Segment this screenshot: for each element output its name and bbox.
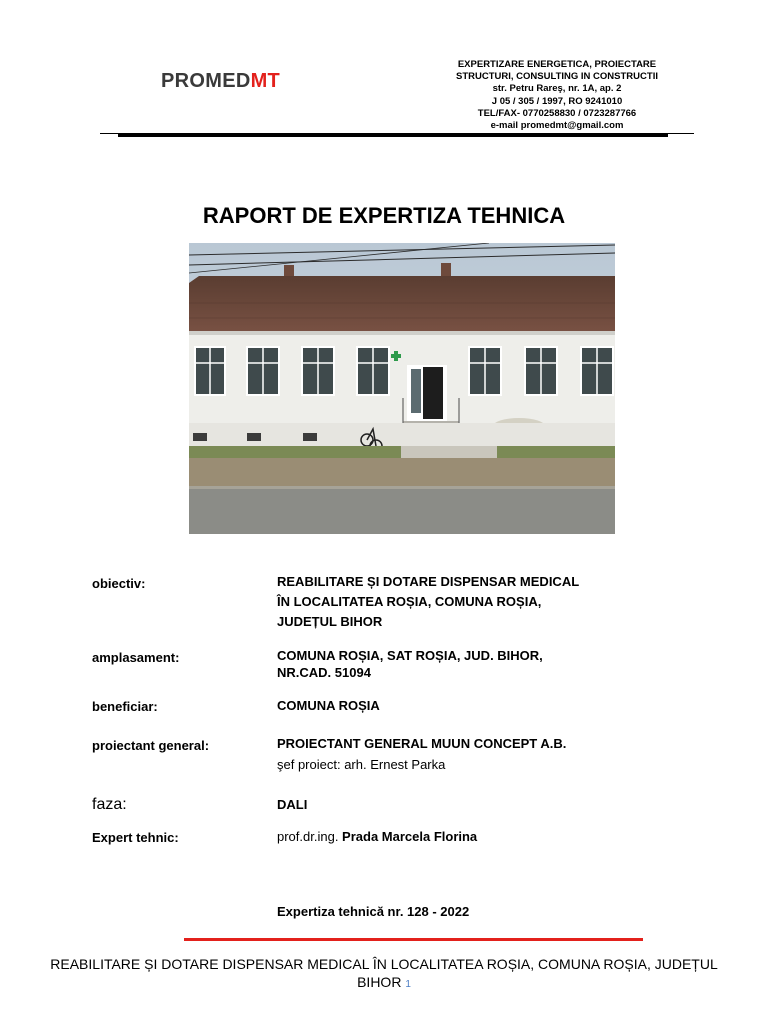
company-line: EXPERTIZARE ENERGETICA, PROIECTARE [457, 59, 657, 70]
company-line: STRUCTURI, CONSULTING IN CONSTRUCTII [456, 71, 658, 83]
value-beneficiary: COMUNA ROȘIA [277, 698, 380, 713]
logo-text-promed: PROMED [161, 70, 251, 92]
company-logo [161, 69, 280, 93]
value-objective-line-2: ÎN LOCALITATEA ROȘIA, COMUNA ROȘIA, [277, 594, 542, 609]
company-address: str. Petru Rareş, nr. 1A, ap. 2 [492, 83, 622, 95]
value-location-line-1: COMUNA ROȘIA, SAT ROȘIA, JUD. BIHOR, [277, 648, 543, 663]
value-objective-line-3: JUDEȚUL BIHOR [277, 614, 383, 629]
value-technical-expert [277, 828, 477, 846]
label-location: amplasament: [92, 650, 180, 665]
page-footer [40, 955, 728, 994]
report-number: Expertiza tehnică nr. 128 - 2022 [277, 904, 470, 919]
value-general-designer: PROIECTANT GENERAL MUUN CONCEPT A.B. [277, 736, 567, 751]
footer-red-rule [184, 938, 643, 941]
document-title: RAPORT DE EXPERTIZA TEHNICA [202, 203, 566, 228]
expert-title: prof.dr.ing. [277, 829, 343, 844]
value-objective-line-1: REABILITARE ȘI DOTARE DISPENSAR MEDICAL [277, 574, 580, 589]
header-rule-thick [118, 133, 668, 137]
label-phase: faza: [92, 796, 127, 813]
label-general-designer: proiectant general: [92, 738, 210, 753]
value-location-line-2: NR.CAD. 51094 [277, 665, 371, 680]
company-registration: J 05 / 305 / 1997, RO 9241010 [491, 95, 623, 107]
value-project-chief: şef proiect: arh. Ernest Parka [277, 757, 446, 772]
label-beneficiary: beneficiar: [92, 699, 158, 714]
building-photo [189, 243, 615, 534]
label-objective: obiectiv: [92, 576, 146, 591]
page-number: 1 [405, 979, 411, 990]
footer-text: REABILITARE ȘI DOTARE DISPENSAR MEDICAL ÎN LOCALITATEA ROȘIA, COMUNA ROȘIA, JUDEȚUL BIHOR [50, 956, 718, 990]
label-technical-expert: Expert tehnic: [92, 830, 179, 845]
logo-text-mt: MT [250, 70, 281, 92]
company-info [440, 59, 674, 132]
company-phone: TEL/FAX- 0770258830 / 0723287766 [477, 107, 637, 119]
expert-name: Prada Marcela Florina [342, 829, 478, 844]
company-email: e-mail promedmt@gmail.com [490, 120, 624, 132]
value-phase: DALI [277, 797, 308, 812]
